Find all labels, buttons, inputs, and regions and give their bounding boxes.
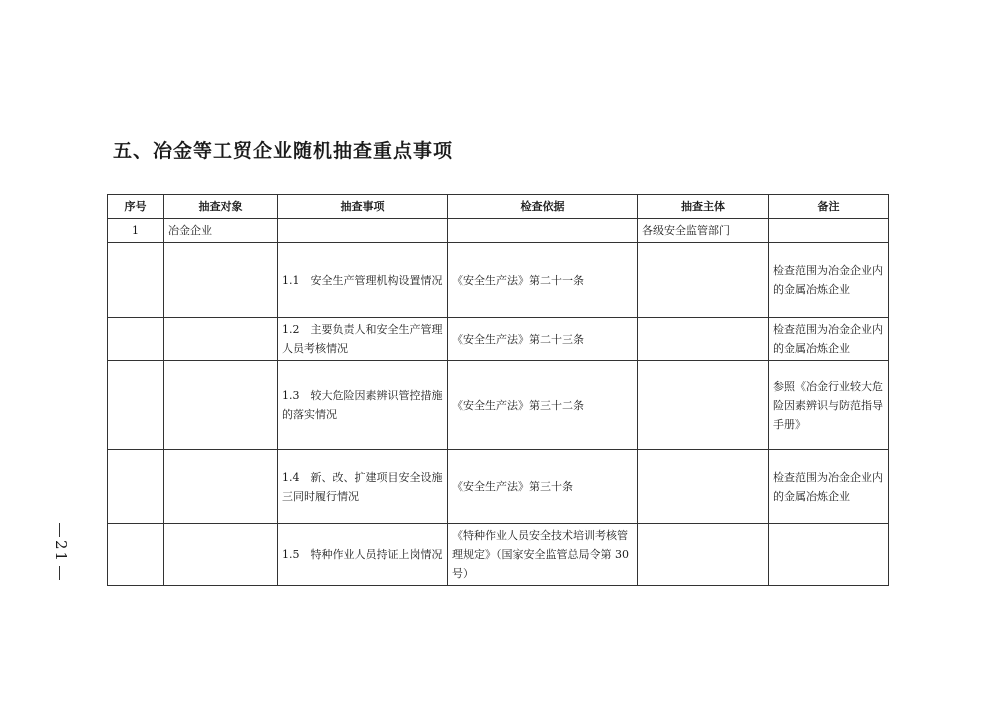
group-index: 1 xyxy=(108,219,164,243)
header-basis: 检查依据 xyxy=(448,195,638,219)
page-dash-right xyxy=(60,566,61,580)
table-row xyxy=(108,243,889,318)
table-row xyxy=(108,450,889,524)
row-target xyxy=(164,243,278,318)
row-basis: 《安全生产法》第二十一条 xyxy=(448,243,638,318)
row-note: 参照《冶金行业较大危险因素辨识与防范指导手册》 xyxy=(769,361,889,450)
row-authority xyxy=(638,524,769,586)
group-note xyxy=(769,219,889,243)
page-number-text: 21 xyxy=(52,540,70,564)
page-number xyxy=(52,520,70,583)
row-index xyxy=(108,524,164,586)
row-index xyxy=(108,361,164,450)
row-authority xyxy=(638,361,769,450)
row-item: 1.2 主要负责人和安全生产管理人员考核情况 xyxy=(278,318,448,361)
group-authority: 各级安全监管部门 xyxy=(638,219,769,243)
header-item: 抽查事项 xyxy=(278,195,448,219)
row-note: 检查范围为冶金企业内的金属冶炼企业 xyxy=(769,450,889,524)
row-note: 检查范围为冶金企业内的金属冶炼企业 xyxy=(769,318,889,361)
row-basis: 《安全生产法》第三十二条 xyxy=(448,361,638,450)
row-target xyxy=(164,450,278,524)
table-row xyxy=(108,318,889,361)
row-basis: 《特种作业人员安全技术培训考核管理规定》（国家安全监管总局令第 30 号） xyxy=(448,524,638,586)
row-item: 1.3 较大危险因素辨识管控措施的落实情况 xyxy=(278,361,448,450)
row-basis: 《安全生产法》第二十三条 xyxy=(448,318,638,361)
row-index xyxy=(108,243,164,318)
group-target: 冶金企业 xyxy=(164,219,278,243)
table-row xyxy=(108,361,889,450)
group-item xyxy=(278,219,448,243)
table-row xyxy=(108,524,889,586)
row-target xyxy=(164,361,278,450)
table-header-row xyxy=(108,195,889,219)
header-note: 备注 xyxy=(769,195,889,219)
group-row xyxy=(108,219,889,243)
inspection-table xyxy=(107,194,889,586)
header-target: 抽查对象 xyxy=(164,195,278,219)
row-item: 1.5 特种作业人员持证上岗情况 xyxy=(278,524,448,586)
page-dash-left xyxy=(60,523,61,537)
row-index xyxy=(108,450,164,524)
row-item: 1.4 新、改、扩建项目安全设施三同时履行情况 xyxy=(278,450,448,524)
row-item: 1.1 安全生产管理机构设置情况 xyxy=(278,243,448,318)
header-index: 序号 xyxy=(108,195,164,219)
row-note: 检查范围为冶金企业内的金属冶炼企业 xyxy=(769,243,889,318)
row-authority xyxy=(638,243,769,318)
row-index xyxy=(108,318,164,361)
group-basis xyxy=(448,219,638,243)
row-authority xyxy=(638,318,769,361)
section-heading: 五、冶金等工贸企业随机抽查重点事项 xyxy=(113,140,454,162)
row-basis: 《安全生产法》第三十条 xyxy=(448,450,638,524)
header-authority: 抽查主体 xyxy=(638,195,769,219)
row-note xyxy=(769,524,889,586)
row-target xyxy=(164,524,278,586)
row-target xyxy=(164,318,278,361)
row-authority xyxy=(638,450,769,524)
